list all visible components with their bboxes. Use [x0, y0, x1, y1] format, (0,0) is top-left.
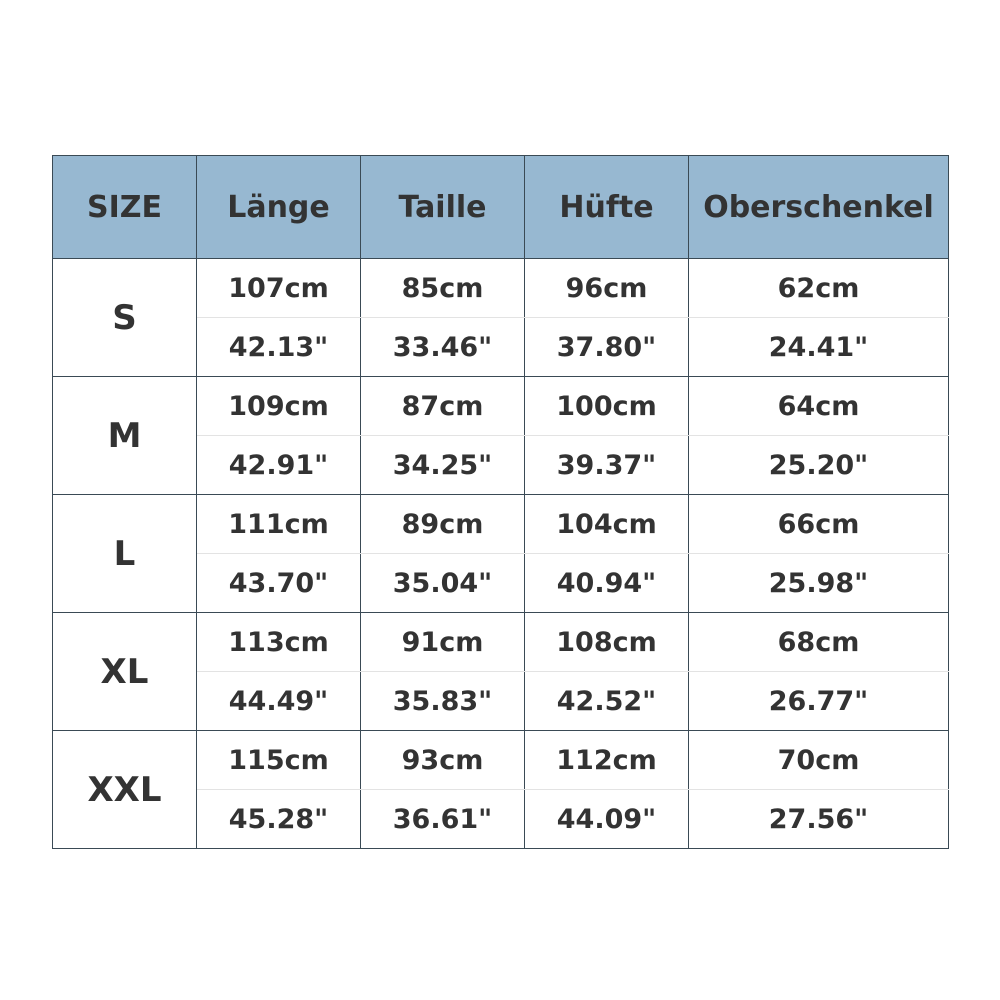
inch-value: 25.20" [689, 436, 949, 495]
header-oberschenkel: Oberschenkel [689, 156, 949, 259]
cm-value: 87cm [361, 377, 525, 436]
inch-value: 35.83" [361, 672, 525, 731]
inch-value: 40.94" [525, 554, 689, 613]
header-size: SIZE [53, 156, 197, 259]
inch-value: 44.49" [197, 672, 361, 731]
inch-value: 43.70" [197, 554, 361, 613]
inch-value: 42.52" [525, 672, 689, 731]
inch-value: 42.13" [197, 318, 361, 377]
inch-value: 27.56" [689, 790, 949, 849]
cm-value: 66cm [689, 495, 949, 554]
header-row [53, 156, 949, 259]
table-row [53, 495, 949, 554]
cm-value: 111cm [197, 495, 361, 554]
size-label: XL [53, 613, 197, 731]
size-chart-table [52, 155, 949, 849]
cm-value: 64cm [689, 377, 949, 436]
inch-value: 33.46" [361, 318, 525, 377]
cm-value: 96cm [525, 259, 689, 318]
cm-value: 109cm [197, 377, 361, 436]
table-body [53, 259, 949, 849]
cm-value: 112cm [525, 731, 689, 790]
table-row [53, 613, 949, 672]
size-label: XXL [53, 731, 197, 849]
inch-value: 45.28" [197, 790, 361, 849]
header-huefte: Hüfte [525, 156, 689, 259]
cm-value: 62cm [689, 259, 949, 318]
table-row [53, 731, 949, 790]
inch-value: 25.98" [689, 554, 949, 613]
cm-value: 104cm [525, 495, 689, 554]
inch-value: 26.77" [689, 672, 949, 731]
size-label: M [53, 377, 197, 495]
header-laenge: Länge [197, 156, 361, 259]
header-taille: Taille [361, 156, 525, 259]
cm-value: 89cm [361, 495, 525, 554]
inch-value: 34.25" [361, 436, 525, 495]
cm-value: 85cm [361, 259, 525, 318]
inch-value: 42.91" [197, 436, 361, 495]
cm-value: 68cm [689, 613, 949, 672]
cm-value: 100cm [525, 377, 689, 436]
inch-value: 37.80" [525, 318, 689, 377]
size-label: S [53, 259, 197, 377]
cm-value: 107cm [197, 259, 361, 318]
inch-value: 39.37" [525, 436, 689, 495]
table-header [53, 156, 949, 259]
cm-value: 91cm [361, 613, 525, 672]
cm-value: 93cm [361, 731, 525, 790]
inch-value: 44.09" [525, 790, 689, 849]
table-row [53, 377, 949, 436]
size-label: L [53, 495, 197, 613]
cm-value: 113cm [197, 613, 361, 672]
table-row [53, 259, 949, 318]
cm-value: 70cm [689, 731, 949, 790]
inch-value: 36.61" [361, 790, 525, 849]
inch-value: 24.41" [689, 318, 949, 377]
cm-value: 108cm [525, 613, 689, 672]
cm-value: 115cm [197, 731, 361, 790]
inch-value: 35.04" [361, 554, 525, 613]
